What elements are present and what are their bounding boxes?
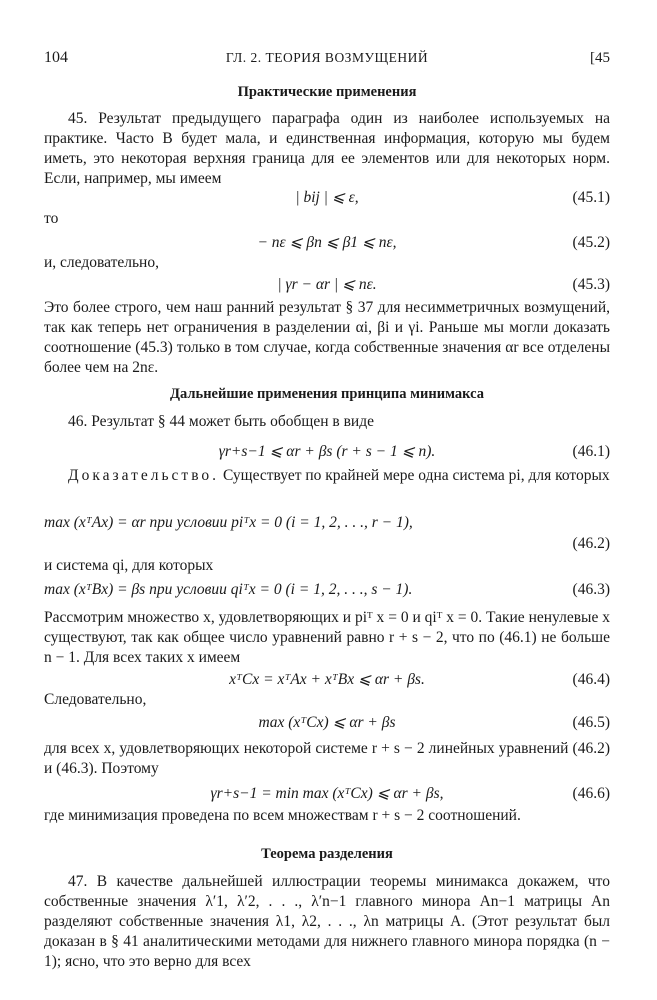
equation-46-1-number: (46.1) xyxy=(572,443,610,460)
section-title-separation: Теорема разделения xyxy=(261,846,393,862)
equation-46-5 xyxy=(44,713,610,735)
proof-label: Доказательство. xyxy=(68,467,220,484)
paragraph-47: 47. В качестве дальнейшей иллюстрации теоремы минимакса докажем, что собственные значения λ′1, λ′2, . . ., λ′n−1 главного минора An−1 матрицы An разделяют собственные значения λ1, λ2, . . ., λn матрицы A. (Этот результат был доказан в § 41 аналитическими методами для нижнего главного минора порядка (n − 1); ясно, что это верно для всех xyxy=(44,873,610,970)
paragraph-forall: для всех x, удовлетворяющих некоторой системе r + s − 2 линейных уравнений (46.2) и (46.3). Поэтому xyxy=(44,740,610,777)
equation-46-6 xyxy=(44,784,610,806)
paragraph-consider: Рассмотрим множество x, удовлетворяющих и piᵀ x = 0 и qiᵀ x = 0. Такие ненулевые x существуют, так как общее число уравнений равно r + s − 2, что по (46.1) не больше n − 1. Для всех таких x имеем xyxy=(44,609,610,666)
paragraph-46: 46. Результат § 44 может быть обобщен в виде xyxy=(68,413,374,430)
equation-45-1-number: (45.1) xyxy=(572,189,610,206)
section-ref: [45 xyxy=(590,50,610,66)
paragraph-45b: Это более строго, чем наш ранний результат § 37 для несимметричных возмущений, так как теперь нет ограничения в разделении αi, βi и γi. Раньше мы могли доказать соотношение (45.3) только в том случае, когда собственные значения αr все отделены более чем на 2nε. xyxy=(44,299,610,376)
page-number: 104 xyxy=(44,49,68,66)
equation-46-1 xyxy=(44,442,610,464)
word-sledovatelno: и, следовательно, xyxy=(44,254,159,271)
equation-46-1-expr: γr+s−1 ⩽ αr + βs (r + s − 1 ⩽ n). xyxy=(218,443,436,460)
equation-45-2-number: (45.2) xyxy=(572,234,610,251)
section-title-practical: Практические применения xyxy=(237,84,417,100)
equation-45-1-expr: | bij | ⩽ ε, xyxy=(295,189,359,206)
equation-46-4 xyxy=(44,670,610,692)
equation-45-2-expr: − nε ⩽ βn ⩽ β1 ⩽ nε, xyxy=(257,234,397,251)
running-head: ГЛ. 2. ТЕОРИЯ ВОЗМУЩЕНИЙ xyxy=(225,50,429,65)
equation-46-3-expr: max (xᵀBx) = βs при условии qiᵀx = 0 (i = 1, 2, . . ., s − 1). xyxy=(44,581,413,598)
word-sledovatelno-2: Следовательно, xyxy=(44,691,147,708)
page-header xyxy=(44,48,610,68)
equation-45-1 xyxy=(44,188,610,210)
equation-45-3-number: (45.3) xyxy=(572,276,610,293)
equation-46-3-number: (46.3) xyxy=(572,581,610,598)
equation-46-6-expr: γr+s−1 = min max (xᵀCx) ⩽ αr + βs, xyxy=(210,785,444,802)
equation-45-3-expr: | γr − αr | ⩽ nε. xyxy=(277,276,377,293)
word-system-q: и система qi, для которых xyxy=(44,557,214,574)
paragraph-minimization: где минимизация проведена по всем множествам r + s − 2 соотношений. xyxy=(44,807,521,824)
equation-45-3 xyxy=(44,275,610,297)
equation-46-4-expr: xᵀCx = xᵀAx + xᵀBx ⩽ αr + βs. xyxy=(229,671,425,688)
equation-46-2-expr: max (xᵀAx) = αr при условии piᵀx = 0 (i = 1, 2, . . ., r − 1), xyxy=(44,514,413,531)
equation-46-2-number: (46.2) xyxy=(572,535,610,552)
section-title-minimax: Дальнейшие применения принципа минимакса xyxy=(170,386,484,402)
equation-46-2-number-row xyxy=(44,534,610,556)
paragraph-45: 45. Результат предыдущего параграфа один из наиболее используемых на практике. Часто B будет мала, и единственная информация, которую мы будем иметь, это некоторая верхняя граница для ее элементов или для некоторых норм. Если, например, мы имеем xyxy=(44,110,610,187)
equation-46-2 xyxy=(44,513,610,535)
equation-46-4-number: (46.4) xyxy=(572,671,610,688)
equation-46-3 xyxy=(44,580,610,602)
equation-46-5-expr: max (xᵀCx) ⩽ αr + βs xyxy=(258,714,396,731)
proof-paragraph xyxy=(44,466,610,486)
word-to: то xyxy=(44,210,59,227)
equation-46-5-number: (46.5) xyxy=(572,714,610,731)
equation-45-2 xyxy=(44,233,610,255)
equation-46-6-number: (46.6) xyxy=(572,785,610,802)
proof-text: Существует по крайней мере одна система pi, для которых xyxy=(219,467,610,484)
